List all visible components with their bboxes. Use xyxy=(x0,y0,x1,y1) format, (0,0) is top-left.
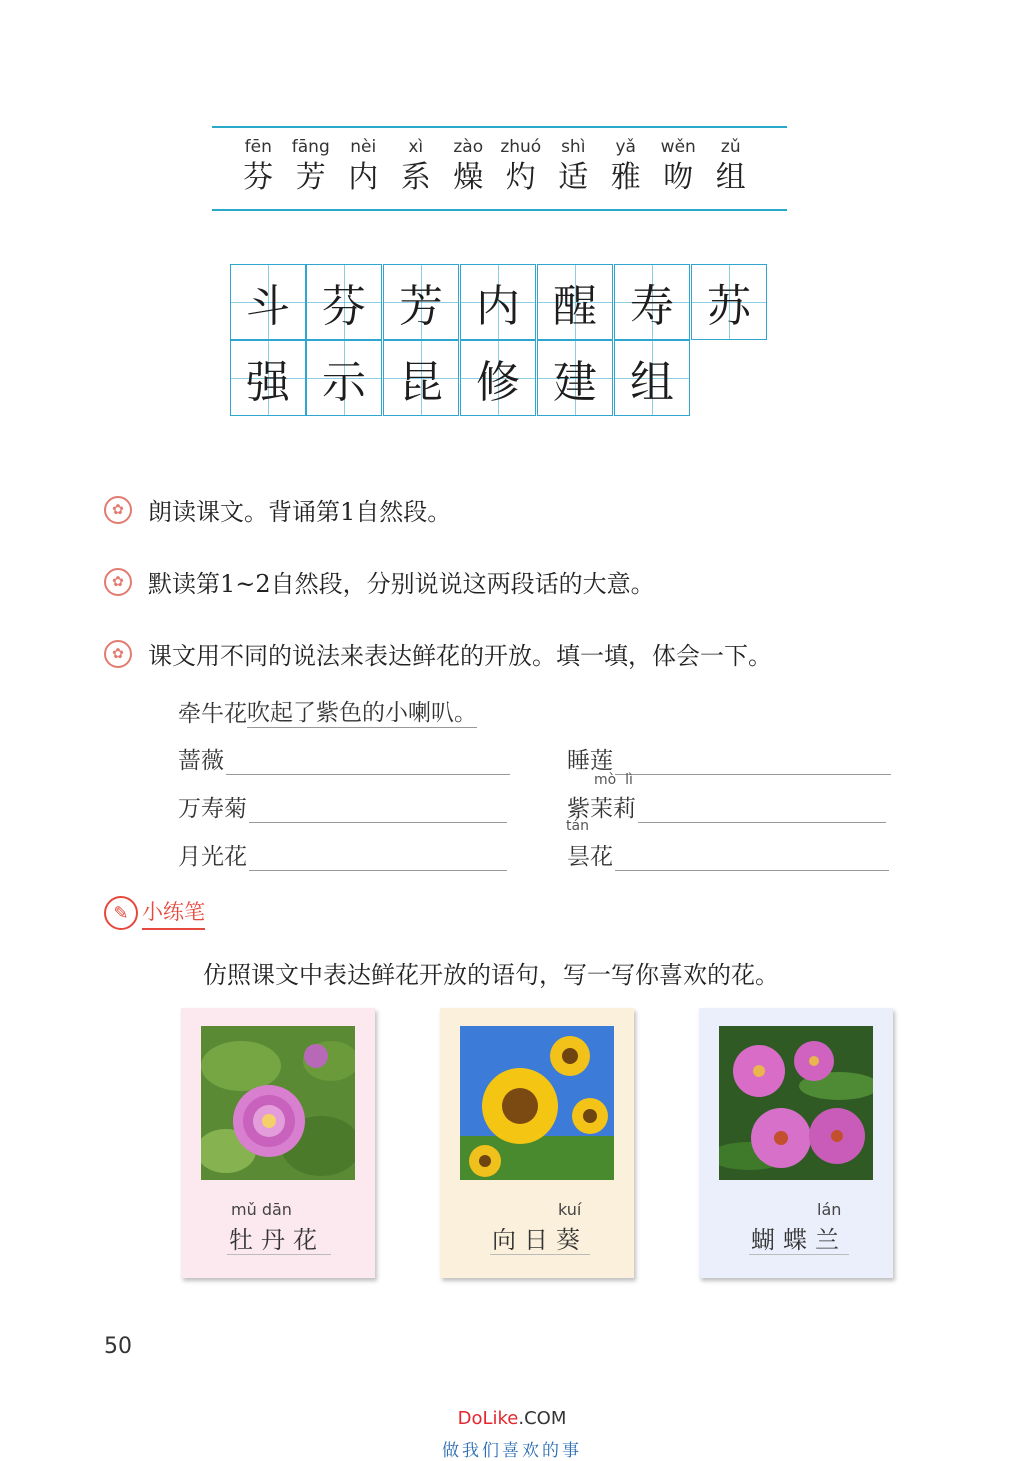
blank-line[interactable] xyxy=(638,821,886,823)
card-pinyin: mǔ dān xyxy=(231,1200,292,1219)
grid-cell: 斗 xyxy=(230,264,306,340)
hanzi: 内 xyxy=(348,160,379,195)
flower-badge-icon: ✿ xyxy=(104,568,132,596)
grid-cell: 芳 xyxy=(383,264,459,340)
grid-cell: 苏 xyxy=(691,264,767,340)
recog-cell xyxy=(600,136,653,198)
pinyin: zǔ xyxy=(720,137,741,157)
card-name: 蝴蝶兰 xyxy=(751,1226,847,1254)
flower-name: 月光花 xyxy=(178,844,247,870)
practice-task: 仿照课文中表达鲜花开放的语句，写一写你喜欢的花。 xyxy=(203,961,779,989)
orchid-photo xyxy=(719,1026,873,1180)
hanzi: 芳 xyxy=(295,160,326,195)
question-text: 默读第1~2自然段，分别说说这两段话的大意。 xyxy=(148,570,655,598)
hanzi: 组 xyxy=(715,160,746,195)
watermark-slogan: 做我们喜欢的事 xyxy=(442,1441,582,1461)
hanzi: 适 xyxy=(558,160,589,195)
practice-heading xyxy=(104,896,205,930)
fill-row xyxy=(178,838,507,871)
flower-name: 昙花 xyxy=(567,844,613,870)
recog-cell xyxy=(337,136,390,198)
pinyin-moli: mò lì xyxy=(594,772,633,788)
example-sentence xyxy=(178,694,477,728)
pinyin: yǎ xyxy=(615,137,636,157)
flower-card-peony xyxy=(181,1008,375,1278)
grid-cell: 强 xyxy=(230,340,306,416)
pinyin: xì xyxy=(408,137,424,157)
question-2 xyxy=(104,564,655,599)
grid-cell: 建 xyxy=(537,340,613,416)
example-rest: 吹起了紫色的小喇叭。 xyxy=(247,694,477,728)
sunflower-photo xyxy=(460,1026,614,1180)
recognize-chars xyxy=(232,136,772,198)
band-top-line xyxy=(212,126,787,128)
flower-badge-icon: ✿ xyxy=(104,640,132,668)
hanzi: 芬 xyxy=(243,160,274,195)
question-1 xyxy=(104,492,451,527)
pinyin: zhuó xyxy=(500,137,542,157)
grid-cell: 内 xyxy=(460,264,536,340)
example-lead: 牵牛花 xyxy=(178,701,247,727)
card-name: 向日葵 xyxy=(492,1226,588,1254)
fill-row xyxy=(567,838,889,871)
flower-card-sunflower xyxy=(440,1008,634,1278)
card-pinyin: lán xyxy=(817,1200,842,1219)
pinyin: zào xyxy=(453,137,484,157)
flower-name: 万寿菊 xyxy=(178,796,247,822)
blank-line[interactable] xyxy=(615,869,889,871)
card-underline xyxy=(749,1254,849,1255)
blank-line[interactable] xyxy=(226,773,510,775)
pen-icon: ✎ xyxy=(104,896,138,930)
recog-cell xyxy=(547,136,600,198)
recog-cell xyxy=(232,136,285,198)
recog-cell xyxy=(442,136,495,198)
recog-cell xyxy=(285,136,338,198)
pinyin: wěn xyxy=(660,137,696,157)
grid-cell: 醒 xyxy=(537,264,613,340)
pinyin-tan: tán xyxy=(566,818,589,834)
question-text: 朗读课文。背诵第1自然段。 xyxy=(148,498,452,526)
peony-photo xyxy=(201,1026,355,1180)
blank-line[interactable] xyxy=(615,773,891,775)
card-pinyin: kuí xyxy=(558,1200,582,1219)
grid-cell: 昆 xyxy=(383,340,459,416)
watermark-suffix: .COM xyxy=(518,1408,567,1429)
hanzi: 吻 xyxy=(663,160,694,195)
pinyin: shì xyxy=(561,137,586,157)
hanzi: 燥 xyxy=(453,160,484,195)
card-name: 牡丹花 xyxy=(229,1226,325,1254)
grid-cell: 寿 xyxy=(614,264,690,340)
watermark-brand-name: DoLike xyxy=(457,1408,519,1429)
flower-name: 紫茉莉 xyxy=(567,796,636,822)
flower-name: 睡莲 xyxy=(567,748,613,774)
blank-line[interactable] xyxy=(249,869,507,871)
pinyin: fāng xyxy=(291,137,330,157)
grid-cell: 示 xyxy=(306,340,382,416)
pinyin: fēn xyxy=(244,137,272,157)
watermark-brand xyxy=(0,1408,1024,1429)
hanzi: 系 xyxy=(400,160,431,195)
fill-row xyxy=(567,742,891,775)
blank-line[interactable] xyxy=(249,821,507,823)
grid-cell: 组 xyxy=(614,340,690,416)
hanzi: 雅 xyxy=(610,160,641,195)
recog-cell xyxy=(652,136,705,198)
grid-cell: 芬 xyxy=(306,264,382,340)
flower-badge-icon: ✿ xyxy=(104,496,132,524)
hanzi: 灼 xyxy=(505,160,536,195)
card-underline xyxy=(490,1254,590,1255)
card-underline xyxy=(227,1254,331,1255)
flower-name: 蔷薇 xyxy=(178,748,224,774)
fill-row xyxy=(178,790,507,823)
fill-row xyxy=(567,790,886,823)
question-3 xyxy=(104,636,772,671)
question-text: 课文用不同的说法来表达鲜花的开放。填一填，体会一下。 xyxy=(148,642,772,670)
recog-cell xyxy=(495,136,548,198)
practice-label: 小练笔 xyxy=(142,896,205,930)
flower-card-orchid xyxy=(699,1008,893,1278)
grid-cell: 修 xyxy=(460,340,536,416)
band-bottom-line xyxy=(212,209,787,211)
recog-cell xyxy=(705,136,758,198)
pinyin: nèi xyxy=(350,137,377,157)
fill-row xyxy=(178,742,510,775)
recog-cell xyxy=(390,136,443,198)
page-number: 50 xyxy=(104,1334,132,1359)
